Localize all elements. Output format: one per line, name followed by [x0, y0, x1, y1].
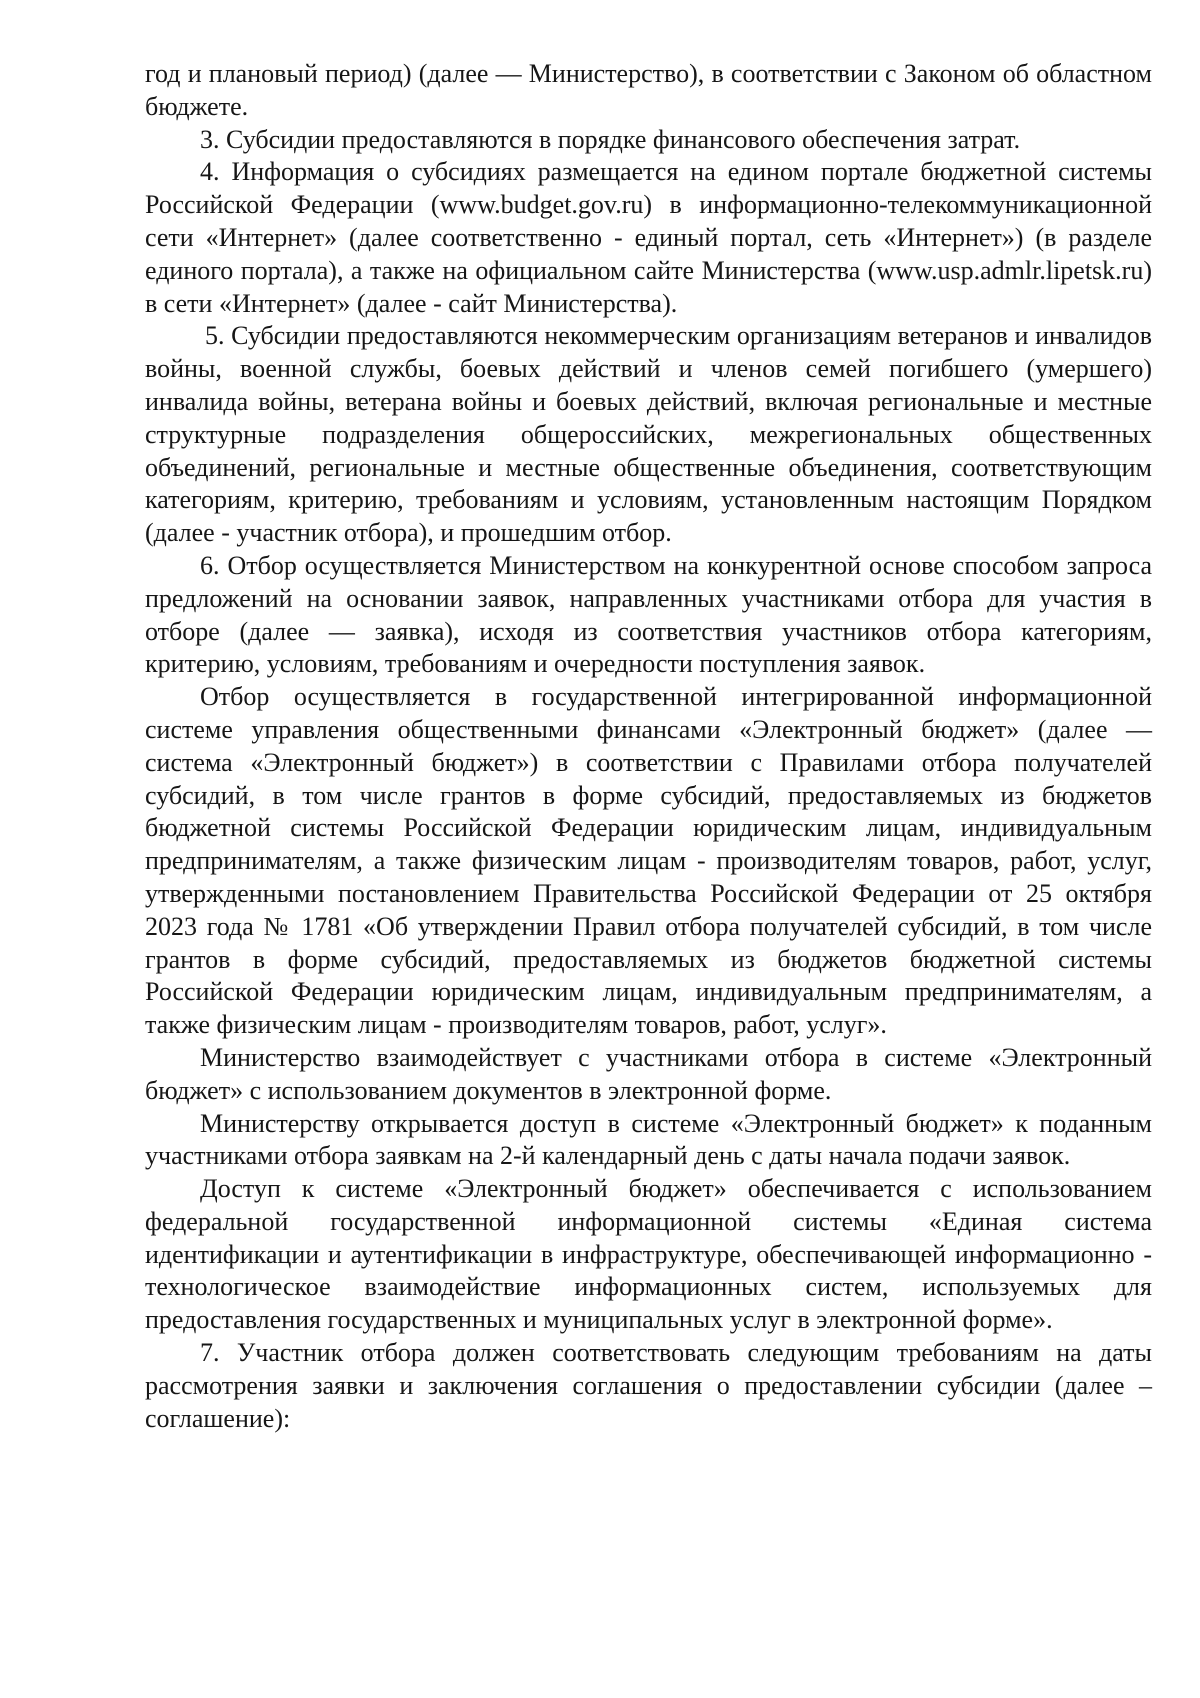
paragraph-item-7: 7. Участник отбора должен соответствовать следующим требованиям на даты рассмотрения заявки и заключения соглашения о предоставлении субсидии (далее – соглашение):	[145, 1338, 1152, 1433]
paragraph-ministry-interaction: Министерство взаимодействует с участниками отбора в системе «Электронный бюджет» с использованием документов в электронной форме.	[145, 1042, 1152, 1105]
paragraph-ministry-access: Министерству открывается доступ в системе «Электронный бюджет» к поданным участниками отбора заявкам на 2-й календарный день с даты начала подачи заявок.	[145, 1108, 1152, 1171]
paragraph-item-5: 5. Субсидии предоставляются некоммерческим организациям ветеранов и инвалидов войны, военной службы, боевых действий и членов семей погибшего (умершего) инвалида войны, ветерана войны и боевых действий, включая региональные и местные структурные подразделения общероссийских, межрегиональных общественных объединений, региональные и местные общественные объединения, соответствующим категориям, критерию, требованиям и условиям, установленным настоящим Порядком (далее - участник отбора), и прошедшим отбор.	[145, 321, 1152, 548]
paragraph-intro-continuation: год и плановый период) (далее — Министерство), в соответствии с Законом об областном бюджете.	[145, 59, 1152, 121]
paragraph-system-access: Доступ к системе «Электронный бюджет» обеспечивается с использованием федеральной государственной информационной системы «Единая система идентификации и аутентификации в инфраструктуре, обеспечивающей информационно - технологическое взаимодействие информационных систем, используемых для предоставления государственных и муниципальных услуг в электронной форме».	[145, 1174, 1152, 1335]
paragraph-item-3: 3. Субсидии предоставляются в порядке финансового обеспечения затрат.	[200, 124, 1021, 154]
paragraph-item-6: 6. Отбор осуществляется Министерством на конкурентной основе способом запроса предложений на основании заявок, направленных участниками отбора для участия в отборе (далее — заявка), исходя из соответствия участников отбора категориям, критерию, условиям, требованиям и очередности поступления заявок.	[145, 550, 1152, 679]
document-body	[145, 58, 1152, 1435]
paragraph-selection-system: Отбор осуществляется в государственной интегрированной информационной системе управления общественными финансами «Электронный бюджет» (далее — система «Электронный бюджет») в соответствии с Правилами отбора получателей субсидий, в том числе грантов в форме субсидий, предоставляемых из бюджетов бюджетной системы Российской Федерации юридическим лицам, индивидуальным предпринимателям, а также физическим лицам - производителям товаров, работ, услуг, утвержденными постановлением Правительства Российской Федерации от 25 октября 2023 года № 1781 «Об утверждении Правил отбора получателей субсидий, в том числе грантов в форме субсидий, предоставляемых из бюджетов бюджетной системы Российской Федерации юридическим лицам, индивидуальным предпринимателям, а также физическим лицам - производителям товаров, работ, услуг».	[145, 682, 1152, 1040]
paragraph-item-4: 4. Информация о субсидиях размещается на едином портале бюджетной системы Российской Федерации (www.budget.gov.ru) в информационно-телекоммуникационной сети «Интернет» (далее соответственно - единый портал, сеть «Интернет») (в разделе единого портала), а также на официальном сайте Министерства (www.usp.admlr.lipetsk.ru) в сети «Интернет» (далее - сайт Министерства).	[145, 157, 1152, 318]
